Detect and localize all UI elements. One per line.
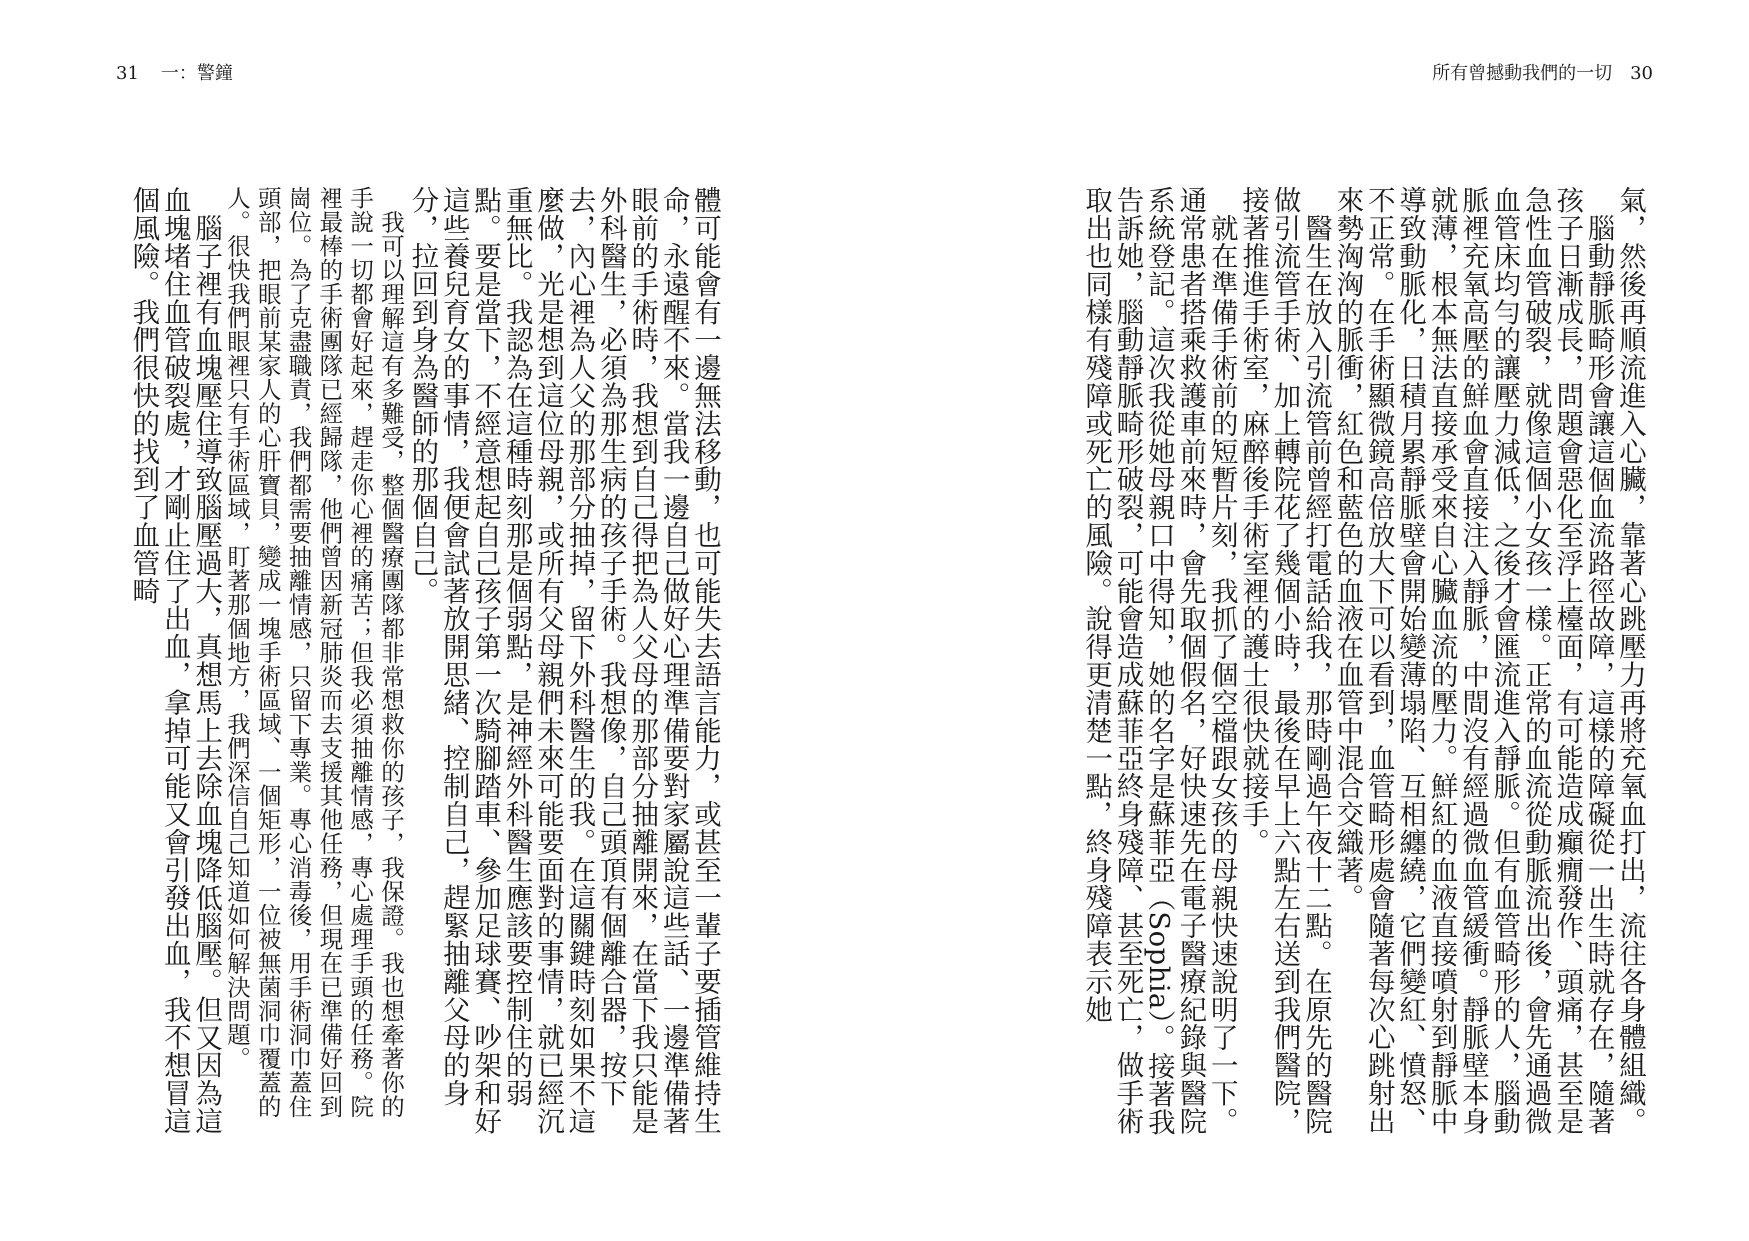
right-page-body xyxy=(1080,186,1646,1136)
left-page-header xyxy=(116,62,233,86)
right-page-number: 30 xyxy=(1630,63,1653,84)
quoted-passage: 我可以理解這有多難受，整個醫療團隊都非常想救你的孩子，我保證。我也想牽著你的手說一切都會好起來，趕走你心裡的痛苦；但我必須抽離情感，專心處理手頭的任務。院裡最棒的手術團隊已經歸隊，他們曾因新冠肺炎而去支援其他任務，但現在已準備好回到崗位。為了克盡職責，我們都需要抽離情感，只留下專業。專心消毒後，用手術洞巾蓋住頭部，把眼前某家人的心肝寶貝，變成一塊手術區域、一個矩形，一位被無菌洞巾覆蓋的人。很快我們眼裡只有手術區域，盯著那個地方，我們深信自己知道如何解決問題。 xyxy=(222,186,405,1119)
paragraph: 氣，然後再順流進入心臟，靠著心跳壓力再將充氧血打出，流往各身體組織。 xyxy=(1614,186,1646,1135)
paragraph: 就在準備手術前的短暫片刻，我抓了個空檔跟女孩的母親快速說明了一下。通常患者搭乘救護車前來時，會先取個假名，好快速先在電子醫療紀錄與醫院系統登記。這次我從她母親口中得知，她的名字是蘇菲亞（Sophia）。接著我告訴她，腦動靜脈畸形破裂，可能會造成蘇菲亞終身殘障、甚至死亡，做手術取出也同樣有殘障或死亡的風險。說得更清楚一點，終身殘障表示她 xyxy=(1080,186,1238,1136)
left-page-number: 31 xyxy=(116,63,139,84)
paragraph: 醫生在放入引流管前曾經打電話給我，那時剛過午夜十二點。在原先的醫院做引流管手術、加上轉院花了幾個小時，最後在早上六點左右送到我們醫院，接著推進手術室，麻醉後手術室裡的護士很快就接手。 xyxy=(1237,186,1332,1135)
paragraph: 腦子裡有血塊壓住導致腦壓過大，真想馬上去除血塊降低腦壓。但又因為這血塊堵住血管破裂處，才剛止住了出血，拿掉可能又會引發出血，我不想冒這個風險。我們很快的找到了血管畸 xyxy=(127,186,223,1135)
paragraph: 腦動靜脈畸形會讓這個血流路徑故障，這樣的障礙從一出生時就存在，隨著孩子日漸成長，問題會惡化至浮上檯面，有可能造成癲癇發作、頭痛，甚至是急性血管破裂，就像這個小女孩一樣。正常的血流從動脈流出後，會先通過微血管床均勻的讓壓力減低，之後才會匯流進入靜脈。但有血管畸形的人，腦動脈裡充氧高壓的鮮血會直接注入靜脈，中間沒有經過微血管緩衝。靜脈壁本身就薄，根本無法直接承受來自心臟血流的壓力。鮮紅的血液直接噴射到靜脈中導致動脈化，日積月累靜脈壁會開始變薄塌陷、互相纏繞，它們變紅、憤怒、不正常。在手術顯微鏡高倍放大下可以看到，血管畸形處會隨著每次心跳射出來勢洶洶的脈衝，紅色和藍色的血液在血管中混合交織著。 xyxy=(1331,186,1615,1135)
left-page-body xyxy=(110,186,720,1136)
right-book-title: 所有曾撼動我們的一切 xyxy=(1432,63,1613,84)
paragraph: 體可能會有一邊無法移動，也可能失去語言能力，或甚至一輩子要插管維持生命，永遠醒不來。當我一邊自己做好心理準備要對家屬說這些話、一邊準備著眼前的手術時，我想到自己得把為人父母的那部分抽離開來，在當下我只能是外科醫生，必須為那生病的孩子手術。我想像，自己頭頂有個離合器，按下去，內心裡為人父的那部分抽掉，留下外科醫生的我。在這關鍵時刻如果不這麼做，光是想到這位母親，或所有父母親們未來可能要面對的事情，就已經沉重無比。我認為在這種時刻那是個弱點，是神經外科醫生應該要控制住的弱點。要是當下，不經意想起自己孩子第一次騎腳踏車、參加足球賽、吵架和好這些養兒育女的事情，我便會試著放開思緒、控制自己，趕緊抽離父母的身分，拉回到身為醫師的那個自己。 xyxy=(406,186,721,1135)
left-chapter-title: 一：警鐘 xyxy=(160,63,233,84)
right-page-header xyxy=(1432,62,1653,86)
